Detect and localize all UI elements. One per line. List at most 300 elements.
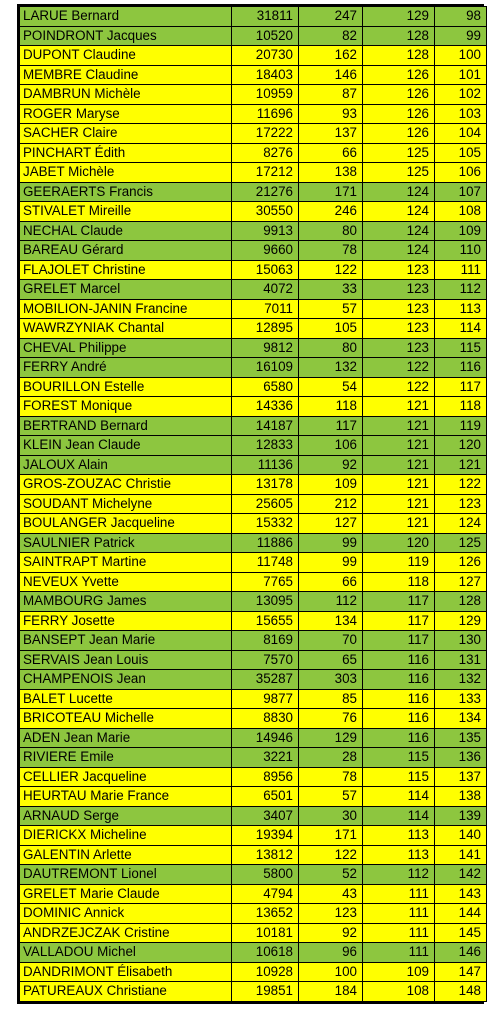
person-name-cell: ADEN Jean Marie	[20, 728, 232, 748]
table-row	[20, 26, 487, 46]
person-name-cell: ANDRZEJCZAK Cristine	[20, 923, 232, 943]
value-c-cell: 117	[363, 592, 435, 612]
value-a-cell: 10928	[232, 962, 299, 982]
table-row	[20, 436, 487, 456]
value-a-cell: 11696	[232, 104, 299, 124]
person-name-cell: FERRY André	[20, 358, 232, 378]
value-c-cell: 121	[363, 397, 435, 417]
person-name-cell: GALENTIN Arlette	[20, 845, 232, 865]
rank-cell: 138	[435, 787, 487, 807]
value-b-cell: 122	[299, 260, 363, 280]
rank-cell: 121	[435, 455, 487, 475]
value-b-cell: 28	[299, 748, 363, 768]
value-b-cell: 132	[299, 358, 363, 378]
value-a-cell: 11136	[232, 455, 299, 475]
value-b-cell: 303	[299, 670, 363, 690]
table-row	[20, 982, 487, 1002]
value-a-cell: 8956	[232, 767, 299, 787]
rank-cell: 102	[435, 85, 487, 105]
rank-cell: 110	[435, 241, 487, 261]
value-c-cell: 120	[363, 533, 435, 553]
person-name-cell: BAREAU Gérard	[20, 241, 232, 261]
person-name-cell: DAMBRUN Michèle	[20, 85, 232, 105]
table-row	[20, 865, 487, 885]
table-row	[20, 182, 487, 202]
ranking-table-container	[17, 4, 484, 1004]
table-row	[20, 806, 487, 826]
value-b-cell: 129	[299, 728, 363, 748]
person-name-cell: SAINTRAPT Martine	[20, 553, 232, 573]
value-a-cell: 30550	[232, 202, 299, 222]
value-b-cell: 123	[299, 904, 363, 924]
table-row	[20, 631, 487, 651]
value-a-cell: 10181	[232, 923, 299, 943]
rank-cell: 107	[435, 182, 487, 202]
rank-cell: 139	[435, 806, 487, 826]
rank-cell: 133	[435, 689, 487, 709]
value-b-cell: 80	[299, 338, 363, 358]
value-b-cell: 112	[299, 592, 363, 612]
value-b-cell: 54	[299, 377, 363, 397]
rank-cell: 131	[435, 650, 487, 670]
rank-cell: 112	[435, 280, 487, 300]
value-c-cell: 123	[363, 280, 435, 300]
person-name-cell: BALET Lucette	[20, 689, 232, 709]
value-c-cell: 124	[363, 221, 435, 241]
value-a-cell: 11886	[232, 533, 299, 553]
value-c-cell: 117	[363, 611, 435, 631]
person-name-cell: NEVEUX Yvette	[20, 572, 232, 592]
value-b-cell: 212	[299, 494, 363, 514]
table-row	[20, 143, 487, 163]
value-a-cell: 7570	[232, 650, 299, 670]
table-row	[20, 299, 487, 319]
value-c-cell: 122	[363, 377, 435, 397]
value-a-cell: 14187	[232, 416, 299, 436]
value-a-cell: 8169	[232, 631, 299, 651]
value-b-cell: 99	[299, 533, 363, 553]
table-row	[20, 826, 487, 846]
person-name-cell: ARNAUD Serge	[20, 806, 232, 826]
table-row	[20, 65, 487, 85]
value-a-cell: 9660	[232, 241, 299, 261]
rank-cell: 140	[435, 826, 487, 846]
value-c-cell: 112	[363, 865, 435, 885]
value-b-cell: 109	[299, 475, 363, 495]
value-c-cell: 117	[363, 631, 435, 651]
value-c-cell: 114	[363, 806, 435, 826]
rank-cell: 114	[435, 319, 487, 339]
rank-cell: 124	[435, 514, 487, 534]
rank-cell: 147	[435, 962, 487, 982]
value-c-cell: 126	[363, 85, 435, 105]
value-a-cell: 9812	[232, 338, 299, 358]
person-name-cell: WAWRZYNIAK Chantal	[20, 319, 232, 339]
rank-cell: 111	[435, 260, 487, 280]
value-a-cell: 14336	[232, 397, 299, 417]
rank-cell: 127	[435, 572, 487, 592]
table-row	[20, 475, 487, 495]
rank-cell: 126	[435, 553, 487, 573]
value-c-cell: 111	[363, 884, 435, 904]
table-row	[20, 163, 487, 183]
value-a-cell: 7011	[232, 299, 299, 319]
table-row	[20, 572, 487, 592]
rank-cell: 113	[435, 299, 487, 319]
rank-cell: 142	[435, 865, 487, 885]
value-b-cell: 162	[299, 46, 363, 66]
person-name-cell: BRICOTEAU Michelle	[20, 709, 232, 729]
rank-cell: 129	[435, 611, 487, 631]
table-row	[20, 221, 487, 241]
value-c-cell: 111	[363, 923, 435, 943]
person-name-cell: LARUE Bernard	[20, 7, 232, 27]
value-c-cell: 121	[363, 455, 435, 475]
rank-cell: 120	[435, 436, 487, 456]
value-b-cell: 100	[299, 962, 363, 982]
value-b-cell: 171	[299, 826, 363, 846]
value-b-cell: 171	[299, 182, 363, 202]
rank-cell: 98	[435, 7, 487, 27]
person-name-cell: SACHER Claire	[20, 124, 232, 144]
rank-cell: 119	[435, 416, 487, 436]
person-name-cell: DUPONT Claudine	[20, 46, 232, 66]
rank-cell: 136	[435, 748, 487, 768]
value-c-cell: 115	[363, 748, 435, 768]
value-b-cell: 246	[299, 202, 363, 222]
person-name-cell: NECHAL Claude	[20, 221, 232, 241]
value-c-cell: 126	[363, 104, 435, 124]
rank-cell: 117	[435, 377, 487, 397]
value-b-cell: 52	[299, 865, 363, 885]
table-row	[20, 787, 487, 807]
rank-cell: 141	[435, 845, 487, 865]
person-name-cell: FOREST Monique	[20, 397, 232, 417]
table-row	[20, 748, 487, 768]
value-c-cell: 121	[363, 494, 435, 514]
value-a-cell: 5800	[232, 865, 299, 885]
value-c-cell: 116	[363, 670, 435, 690]
table-row	[20, 46, 487, 66]
value-b-cell: 106	[299, 436, 363, 456]
table-row	[20, 358, 487, 378]
person-name-cell: RIVIERE Emile	[20, 748, 232, 768]
value-c-cell: 111	[363, 943, 435, 963]
value-b-cell: 127	[299, 514, 363, 534]
value-b-cell: 57	[299, 787, 363, 807]
table-row	[20, 962, 487, 982]
table-row	[20, 728, 487, 748]
value-b-cell: 87	[299, 85, 363, 105]
value-b-cell: 66	[299, 143, 363, 163]
value-c-cell: 128	[363, 46, 435, 66]
value-b-cell: 57	[299, 299, 363, 319]
table-row	[20, 85, 487, 105]
person-name-cell: GRELET Marcel	[20, 280, 232, 300]
value-b-cell: 122	[299, 845, 363, 865]
value-c-cell: 121	[363, 514, 435, 534]
rank-cell: 130	[435, 631, 487, 651]
person-name-cell: KLEIN Jean Claude	[20, 436, 232, 456]
rank-cell: 106	[435, 163, 487, 183]
rank-cell: 108	[435, 202, 487, 222]
person-name-cell: MAMBOURG James	[20, 592, 232, 612]
value-a-cell: 14946	[232, 728, 299, 748]
value-a-cell: 16109	[232, 358, 299, 378]
table-row	[20, 319, 487, 339]
value-a-cell: 4794	[232, 884, 299, 904]
person-name-cell: CELLIER Jacqueline	[20, 767, 232, 787]
value-c-cell: 121	[363, 416, 435, 436]
value-a-cell: 10520	[232, 26, 299, 46]
value-b-cell: 99	[299, 553, 363, 573]
table-row	[20, 104, 487, 124]
table-row	[20, 943, 487, 963]
value-c-cell: 128	[363, 26, 435, 46]
table-row	[20, 377, 487, 397]
value-a-cell: 21276	[232, 182, 299, 202]
value-c-cell: 129	[363, 7, 435, 27]
table-row	[20, 202, 487, 222]
rank-cell: 118	[435, 397, 487, 417]
rank-cell: 109	[435, 221, 487, 241]
value-c-cell: 115	[363, 767, 435, 787]
table-row	[20, 455, 487, 475]
value-a-cell: 13095	[232, 592, 299, 612]
value-a-cell: 9913	[232, 221, 299, 241]
table-row	[20, 124, 487, 144]
person-name-cell: GROS-ZOUZAC Christie	[20, 475, 232, 495]
value-c-cell: 116	[363, 689, 435, 709]
value-b-cell: 85	[299, 689, 363, 709]
ranking-table	[19, 6, 487, 1002]
person-name-cell: SOUDANT Michelyne	[20, 494, 232, 514]
value-a-cell: 13178	[232, 475, 299, 495]
rank-cell: 123	[435, 494, 487, 514]
person-name-cell: MOBILION-JANIN Francine	[20, 299, 232, 319]
value-a-cell: 13652	[232, 904, 299, 924]
rank-cell: 104	[435, 124, 487, 144]
value-b-cell: 65	[299, 650, 363, 670]
value-c-cell: 123	[363, 299, 435, 319]
person-name-cell: HEURTAU Marie France	[20, 787, 232, 807]
value-c-cell: 114	[363, 787, 435, 807]
value-c-cell: 121	[363, 436, 435, 456]
value-a-cell: 9877	[232, 689, 299, 709]
value-c-cell: 121	[363, 475, 435, 495]
person-name-cell: FLAJOLET Christine	[20, 260, 232, 280]
table-row	[20, 670, 487, 690]
person-name-cell: JABET Michèle	[20, 163, 232, 183]
person-name-cell: DIERICKX Micheline	[20, 826, 232, 846]
value-a-cell: 18403	[232, 65, 299, 85]
value-a-cell: 12895	[232, 319, 299, 339]
value-a-cell: 17212	[232, 163, 299, 183]
table-row	[20, 689, 487, 709]
value-b-cell: 30	[299, 806, 363, 826]
value-a-cell: 3221	[232, 748, 299, 768]
value-a-cell: 19394	[232, 826, 299, 846]
person-name-cell: POINDRONT Jacques	[20, 26, 232, 46]
table-row	[20, 280, 487, 300]
value-c-cell: 126	[363, 124, 435, 144]
value-c-cell: 123	[363, 260, 435, 280]
table-row	[20, 514, 487, 534]
rank-cell: 125	[435, 533, 487, 553]
table-row	[20, 338, 487, 358]
person-name-cell: MEMBRE Claudine	[20, 65, 232, 85]
rank-cell: 103	[435, 104, 487, 124]
person-name-cell: CHAMPENOIS Jean	[20, 670, 232, 690]
value-b-cell: 66	[299, 572, 363, 592]
value-b-cell: 96	[299, 943, 363, 963]
value-b-cell: 76	[299, 709, 363, 729]
table-row	[20, 884, 487, 904]
value-c-cell: 124	[363, 202, 435, 222]
table-row	[20, 611, 487, 631]
person-name-cell: DOMINIC Annick	[20, 904, 232, 924]
value-b-cell: 146	[299, 65, 363, 85]
person-name-cell: STIVALET Mireille	[20, 202, 232, 222]
table-row	[20, 923, 487, 943]
value-c-cell: 116	[363, 650, 435, 670]
value-b-cell: 184	[299, 982, 363, 1002]
value-b-cell: 33	[299, 280, 363, 300]
person-name-cell: DANDRIMONT Élisabeth	[20, 962, 232, 982]
value-a-cell: 13812	[232, 845, 299, 865]
rank-cell: 116	[435, 358, 487, 378]
value-a-cell: 8276	[232, 143, 299, 163]
table-row	[20, 592, 487, 612]
value-a-cell: 15063	[232, 260, 299, 280]
table-row	[20, 904, 487, 924]
value-b-cell: 117	[299, 416, 363, 436]
value-b-cell: 138	[299, 163, 363, 183]
person-name-cell: ROGER Maryse	[20, 104, 232, 124]
rank-cell: 132	[435, 670, 487, 690]
value-a-cell: 25605	[232, 494, 299, 514]
person-name-cell: PINCHART Édith	[20, 143, 232, 163]
table-row	[20, 553, 487, 573]
value-b-cell: 118	[299, 397, 363, 417]
person-name-cell: SAULNIER Patrick	[20, 533, 232, 553]
value-b-cell: 134	[299, 611, 363, 631]
value-a-cell: 6580	[232, 377, 299, 397]
table-row	[20, 397, 487, 417]
table-row	[20, 767, 487, 787]
value-c-cell: 118	[363, 572, 435, 592]
value-a-cell: 10959	[232, 85, 299, 105]
value-c-cell: 123	[363, 319, 435, 339]
rank-cell: 146	[435, 943, 487, 963]
person-name-cell: BOURILLON Estelle	[20, 377, 232, 397]
value-a-cell: 12833	[232, 436, 299, 456]
rank-cell: 105	[435, 143, 487, 163]
value-b-cell: 92	[299, 923, 363, 943]
value-c-cell: 109	[363, 962, 435, 982]
person-name-cell: FERRY Josette	[20, 611, 232, 631]
value-c-cell: 116	[363, 709, 435, 729]
rank-cell: 101	[435, 65, 487, 85]
value-a-cell: 4072	[232, 280, 299, 300]
person-name-cell: DAUTREMONT Lionel	[20, 865, 232, 885]
value-a-cell: 31811	[232, 7, 299, 27]
value-c-cell: 124	[363, 182, 435, 202]
value-a-cell: 10618	[232, 943, 299, 963]
value-a-cell: 15655	[232, 611, 299, 631]
value-c-cell: 116	[363, 728, 435, 748]
value-a-cell: 20730	[232, 46, 299, 66]
value-c-cell: 125	[363, 143, 435, 163]
person-name-cell: BOULANGER Jacqueline	[20, 514, 232, 534]
rank-cell: 135	[435, 728, 487, 748]
value-c-cell: 125	[363, 163, 435, 183]
rank-cell: 137	[435, 767, 487, 787]
value-b-cell: 43	[299, 884, 363, 904]
rank-cell: 128	[435, 592, 487, 612]
table-row	[20, 241, 487, 261]
value-b-cell: 78	[299, 241, 363, 261]
person-name-cell: SERVAIS Jean Louis	[20, 650, 232, 670]
value-a-cell: 35287	[232, 670, 299, 690]
value-b-cell: 105	[299, 319, 363, 339]
value-a-cell: 15332	[232, 514, 299, 534]
value-b-cell: 92	[299, 455, 363, 475]
value-b-cell: 70	[299, 631, 363, 651]
person-name-cell: JALOUX Alain	[20, 455, 232, 475]
value-a-cell: 7765	[232, 572, 299, 592]
value-c-cell: 111	[363, 904, 435, 924]
value-b-cell: 93	[299, 104, 363, 124]
value-b-cell: 247	[299, 7, 363, 27]
value-c-cell: 108	[363, 982, 435, 1002]
rank-cell: 143	[435, 884, 487, 904]
rank-cell: 145	[435, 923, 487, 943]
value-a-cell: 17222	[232, 124, 299, 144]
value-a-cell: 8830	[232, 709, 299, 729]
value-b-cell: 78	[299, 767, 363, 787]
value-a-cell: 3407	[232, 806, 299, 826]
rank-cell: 144	[435, 904, 487, 924]
value-b-cell: 80	[299, 221, 363, 241]
value-c-cell: 119	[363, 553, 435, 573]
rank-cell: 122	[435, 475, 487, 495]
value-c-cell: 124	[363, 241, 435, 261]
rank-cell: 100	[435, 46, 487, 66]
person-name-cell: CHEVAL Philippe	[20, 338, 232, 358]
value-c-cell: 113	[363, 826, 435, 846]
person-name-cell: GRELET Marie Claude	[20, 884, 232, 904]
person-name-cell: PATUREAUX Christiane	[20, 982, 232, 1002]
table-row	[20, 709, 487, 729]
value-c-cell: 126	[363, 65, 435, 85]
table-row	[20, 650, 487, 670]
rank-cell: 134	[435, 709, 487, 729]
rank-cell: 99	[435, 26, 487, 46]
value-c-cell: 113	[363, 845, 435, 865]
person-name-cell: GEERAERTS Francis	[20, 182, 232, 202]
ranking-table-body	[20, 7, 487, 1002]
value-a-cell: 19851	[232, 982, 299, 1002]
table-row	[20, 845, 487, 865]
person-name-cell: BERTRAND Bernard	[20, 416, 232, 436]
value-b-cell: 137	[299, 124, 363, 144]
value-b-cell: 82	[299, 26, 363, 46]
value-c-cell: 122	[363, 358, 435, 378]
table-row	[20, 533, 487, 553]
person-name-cell: BANSEPT Jean Marie	[20, 631, 232, 651]
table-row	[20, 416, 487, 436]
